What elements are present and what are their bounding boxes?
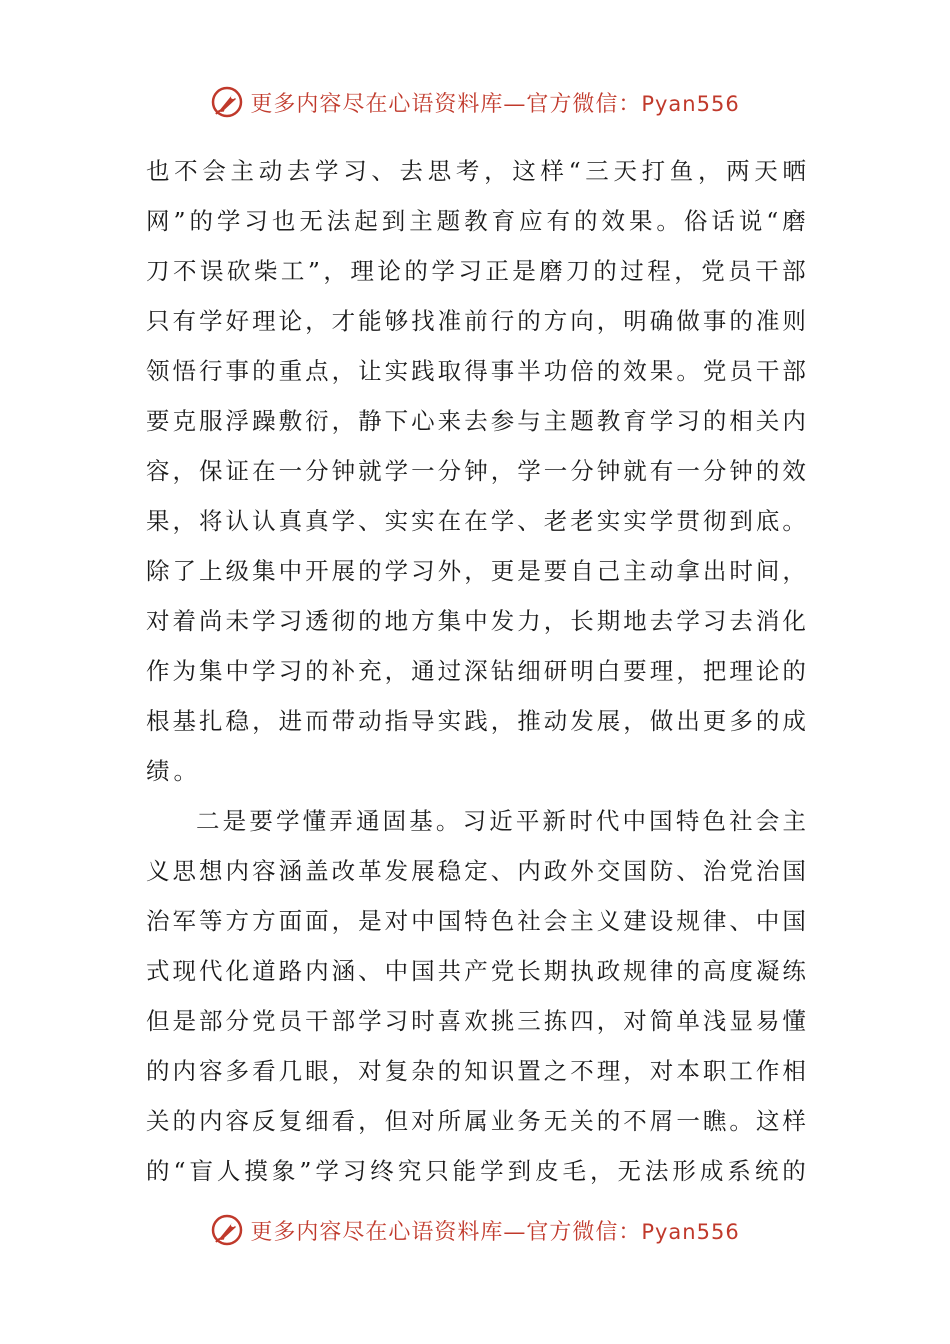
text-line: 领 悟 行 事 的 重 点 ， 让 实 践 取 得 事 半 功 倍 的 效 果 。 党 员 干 部 [146,357,806,385]
text-line: 的 “ 盲 人 摸 象 ” 学 习 终 究 只 能 学 到 皮 毛 ， 无 法 形 成 系 统 的 [146,1157,806,1185]
header-banner [0,82,950,122]
text-line: 根 基 扎 稳 ， 进 而 带 动 指 导 实 践 ， 推 动 发 展 ， 做 出 更 多 的 成 [146,707,806,735]
text-line: 也 不 会 主 动 去 学 习 、 去 思 考 ， 这 样 “ 三 天 打 鱼 ， 两 天 晒 [146,157,806,185]
pen-nib-logo-icon [210,1213,244,1247]
footer-site-text: 更多内容尽在心语资料库—官方微信： [250,1219,642,1245]
header-wechat-id: Pyan556 [641,91,740,116]
text-line: 网 ” 的 学 习 也 无 法 起 到 主 题 教 育 应 有 的 效 果 。 俗 话 说 “ 磨 [146,207,806,235]
header-banner-text [250,87,739,118]
text-line: 义 思 想 内 容 涵 盖 改 革 发 展 稳 定 、 内 政 外 交 国 防 、 治 党 治 国 [146,857,806,885]
text-line: 对 着 尚 未 学 习 透 彻 的 地 方 集 中 发 力 ， 长 期 地 去 学 习 去 消 化 [146,607,806,635]
document-body [146,146,806,1196]
text-line: 要 克 服 浮 躁 敷 衍 ， 静 下 心 来 去 参 与 主 题 教 育 学 习 的 相 关 内 [146,407,806,435]
text-line: 容 ， 保 证 在 一 分 钟 就 学 一 分 钟 ， 学 一 分 钟 就 有 一 分 钟 的 效 [146,457,806,485]
header-site-text: 更多内容尽在心语资料库—官方微信： [250,91,642,117]
pen-nib-logo-icon [210,85,244,119]
footer-wechat-id: Pyan556 [641,1219,740,1244]
text-line: 只 有 学 好 理 论 ， 才 能 够 找 准 前 行 的 方 向 ， 明 确 做 事 的 准 则 [146,307,806,335]
footer-banner [0,1210,950,1250]
text-line: 除 了 上 级 集 中 开 展 的 学 习 外 ， 更 是 要 自 己 主 动 拿 出 时 间 ， [146,557,806,585]
footer-banner-text [250,1215,739,1246]
text-line: 但 是 部 分 党 员 干 部 学 习 时 喜 欢 挑 三 拣 四 ， 对 简 单 浅 显 易 懂 [146,1007,806,1035]
text-line: 刀 不 误 砍 柴 工 ” ， 理 论 的 学 习 正 是 磨 刀 的 过 程 ， 党 员 干 部 [146,257,806,285]
text-line: 关 的 内 容 反 复 细 看 ， 但 对 所 属 业 务 无 关 的 不 屑 一 瞧 。 这 样 [146,1107,806,1135]
text-line: 二 是 要 学 懂 弄 通 固 基 。 习 近 平 新 时 代 中 国 特 色 社 会 主 [196,807,806,835]
text-line: 果 ， 将 认 认 真 真 学 、 实 实 在 在 学 、 老 老 实 实 学 贯 彻 到 底 。 [146,507,806,535]
text-line: 作 为 集 中 学 习 的 补 充 ， 通 过 深 钻 细 研 明 白 要 理 ， 把 理 论 的 [146,657,806,685]
text-line: 式 现 代 化 道 路 内 涵 、 中 国 共 产 党 长 期 执 政 规 律 的 高 度 凝 练 [146,957,806,985]
text-line: 绩。 [146,757,201,785]
text-line: 治 军 等 方 方 面 面 ， 是 对 中 国 特 色 社 会 主 义 建 设 规 律 、 中 国 [146,907,806,935]
text-line: 的 内 容 多 看 几 眼 ， 对 复 杂 的 知 识 置 之 不 理 ， 对 本 职 工 作 相 [146,1057,806,1085]
